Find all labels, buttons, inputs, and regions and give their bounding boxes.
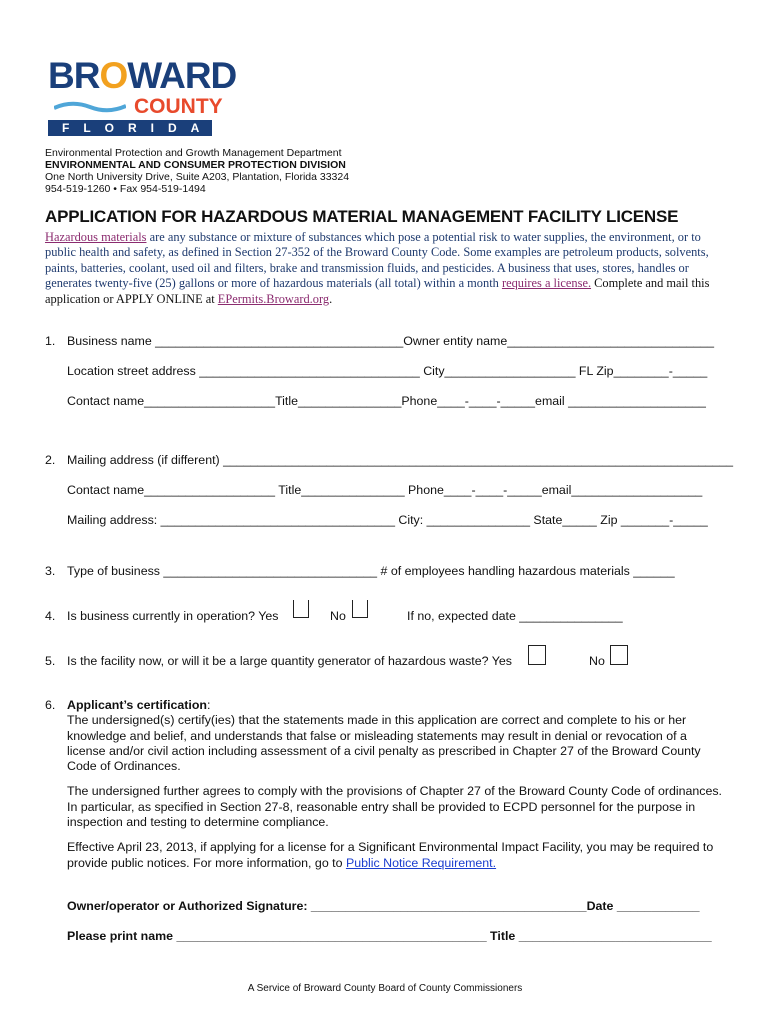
q1-contact-line[interactable]: Contact name___________________Title_______________Phone____-____-_____email ____________________ (67, 394, 706, 408)
q2-mailing-city-line[interactable]: Mailing address: __________________________________ City: _______________ State_____ Zip _______-_____ (67, 513, 708, 527)
signature-line[interactable]: Owner/operator or Authorized Signature: ________________________________________Date ____________ (67, 899, 700, 913)
q5-question: Is the facility now, or will it be a large quantity generator of hazardous waste? Yes (67, 654, 512, 668)
q5-no-label: No (589, 654, 605, 668)
q4-number: 4. (45, 609, 56, 623)
q6-number: 6. (45, 698, 56, 712)
q1-location-line[interactable]: Location street address ________________________________ City___________________ FL Zip________-_____ (67, 364, 708, 378)
applicant-certification: Applicant’s certification: The undersigned(s) certify(ies) that the statements made in this application are correct and complete to his or her knowledge and belief, and understands that false or misleading statements may result in denial or revocation of a license and/or civil action including assessment of a civil penalty as prescribed in Chapter 27 of the Broward County Code of Ordinances. The undersigned further agrees to comply with the provisions of Chapter 27 of the Broward County Code of ordinances. In particular, as specified in Section 27-8, reasonable entry shall be provided to ECPD personnel for the purpose in inspection and testing to determine compliance. Effective April 23, 2013, if applying for a license for a Significant Environmental Impact Facility, you may be required to provide public notices. For more information, go to Public Notice Requirement. (67, 698, 727, 881)
certification-paragraph-2: The undersigned further agrees to comply with the provisions of Chapter 27 of the Broward County Code of ordinances. In particular, as specified in Section 27-8, reasonable entry shall be provided to ECPD personnel for the purpose in inspection and testing to determine compliance. (67, 784, 723, 830)
q5-number: 5. (45, 654, 56, 668)
q4-yes-checkbox[interactable] (293, 600, 309, 618)
logo-wave-icon (54, 100, 126, 114)
q4-expected-date-line[interactable]: If no, expected date _______________ (407, 609, 623, 623)
q4-no-label: No (330, 609, 346, 623)
department-phone: 954-519-1260 • Fax 954-519-1494 (45, 183, 206, 195)
q5-yes-checkbox[interactable] (528, 645, 546, 665)
q1-business-owner-line[interactable]: Business name ____________________________________Owner entity name______________________________ (67, 334, 714, 348)
certification-paragraph-1: The undersigned(s) certify(ies) that the statements made in this application are correct and complete to his or her knowledge and belief, and understands that false or misleading statements may result in denial or revocation of a license and/or civil action including assessment of a civil penalty as prescribed in Chapter 27 of the Broward County Code of Ordinances. (67, 713, 701, 774)
page-title: APPLICATION FOR HAZARDOUS MATERIAL MANAGEMENT FACILITY LICENSE (45, 207, 679, 226)
certification-heading: Applicant’s certification (67, 698, 207, 712)
q3-number: 3. (45, 564, 56, 578)
logo-county-text: COUNTY (134, 95, 223, 118)
q2-contact-line[interactable]: Contact name___________________ Title_______________ Phone____-____-_____email___________________ (67, 483, 703, 497)
q2-mailing-address-line[interactable]: Mailing address (if different) __________________________________________________________________________ (67, 453, 734, 467)
logo-sun-icon: O (99, 55, 128, 96)
certification-paragraph-3: Effective April 23, 2013, if applying for a license for a Significant Environmental Impact Facility, you may be required to provide public notices. For more information, go to Public Notice Requirement. (67, 840, 714, 870)
broward-county-logo (46, 55, 237, 136)
q1-number: 1. (45, 334, 56, 348)
public-notice-link[interactable]: Public Notice Requirement. (345, 855, 497, 870)
q5-no-checkbox[interactable] (610, 645, 628, 665)
division-name: ENVIRONMENTAL AND CONSUMER PROTECTION DIVISION (45, 159, 346, 171)
q4-no-checkbox[interactable] (352, 600, 368, 618)
hazardous-materials-link[interactable]: Hazardous materials (45, 230, 147, 244)
intro-paragraph: Hazardous materials are any substance or mixture of substances which pose a potential risk to water supplies, the environment, or to public health and safety, as defined in Section 27-352 of the Broward County Code. Some examples are petroleum products, solvents, paints, batteries, coolant, used oil and filters, brake and transmission fluids, and pesticides. A business that uses, stores, handles or generates twenty-five (25) gallons or more of hazardous materials (all total) within a month requires a license. Complete and mail this application or APPLY ONLINE at EPermits.Broward.org. (45, 230, 710, 306)
logo-florida-bar: FLORIDA (48, 120, 212, 136)
q4-question: Is business currently in operation? Yes (67, 609, 279, 623)
q2-number: 2. (45, 453, 56, 467)
print-name-line[interactable]: Please print name _____________________________________________ Title ____________________________ (67, 929, 712, 943)
epermits-link[interactable]: EPermits.Broward.org (217, 291, 330, 306)
requires-license-link[interactable]: requires a license. (501, 276, 592, 291)
department-address: One North University Drive, Suite A203, Plantation, Florida 33324 (45, 171, 350, 183)
page-footer: A Service of Broward County Board of County Commissioners (247, 983, 523, 994)
department-name: Environmental Protection and Growth Management Department (45, 147, 342, 159)
logo-broward-text: BROWARD (48, 55, 237, 96)
q3-business-type-line[interactable]: Type of business _______________________________ # of employees handling hazardous materials ______ (67, 564, 675, 578)
